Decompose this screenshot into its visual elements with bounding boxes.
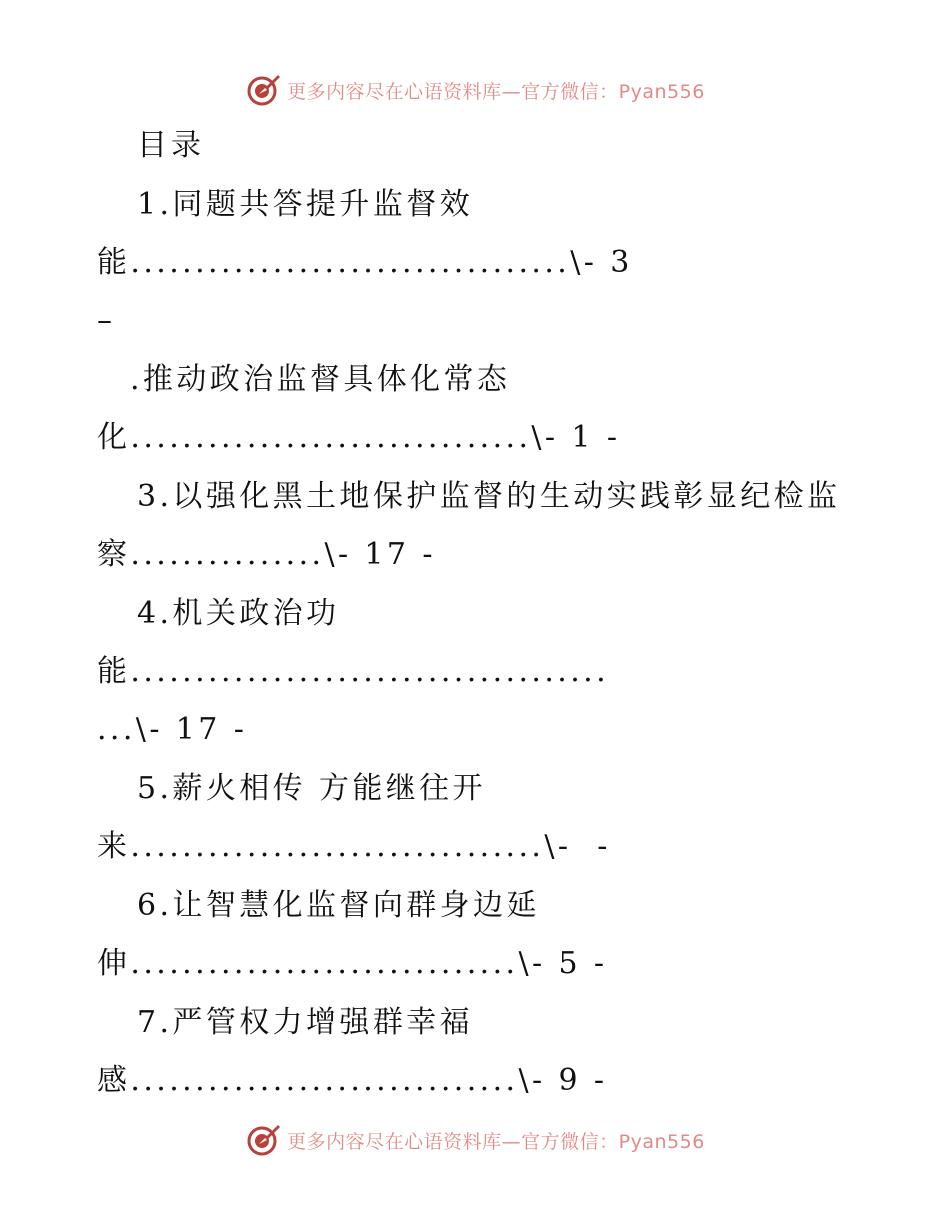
toc-heading-4[interactable]: 4.机关政治功 xyxy=(137,596,340,631)
toc-entry-continuation-1: – xyxy=(97,303,116,338)
toc-heading-3[interactable]: 3.以强化黑土地保护监督的生动实践彰显纪检监 xyxy=(137,479,841,514)
toc-heading-6[interactable]: 6.让智慧化监督向群身边延 xyxy=(137,888,540,923)
pen-logo-icon xyxy=(245,1122,281,1158)
toc-entry-line-1[interactable]: 能..................................\- 3 xyxy=(97,245,633,280)
toc-heading-1[interactable]: 1.同题共答提升监督效 xyxy=(137,187,474,222)
toc-entry-line-4[interactable]: 能..................................... xyxy=(97,654,610,689)
toc-heading-7[interactable]: 7.严管权力增强群幸福 xyxy=(137,1005,474,1040)
toc-entry-line-7[interactable]: 感..............................\- 9 - xyxy=(97,1063,608,1098)
toc-entry-continuation-4[interactable]: ...\- 17 - xyxy=(97,712,248,747)
toc-entry-line-5[interactable]: 来................................\- - xyxy=(97,829,611,864)
toc-entry-line-6[interactable]: 伸..............................\- 5 - xyxy=(97,946,608,981)
watermark-header xyxy=(0,70,950,110)
toc-title: 目录 xyxy=(137,128,205,163)
toc-entry-line-2[interactable]: 化...............................\- 1 - xyxy=(97,420,621,455)
toc-heading-2[interactable]: .推动政治监督具体化常态 xyxy=(130,362,511,397)
watermark-text: 更多内容尽在心语资料库—官方微信：Pyan556 xyxy=(287,1130,705,1153)
watermark-footer xyxy=(0,1120,950,1160)
pen-logo-icon xyxy=(245,72,281,108)
toc-heading-5[interactable]: 5.薪火相传 方能继往开 xyxy=(137,771,486,806)
toc-entry-line-3[interactable]: 察...............\- 17 - xyxy=(97,537,436,572)
watermark-text: 更多内容尽在心语资料库—官方微信：Pyan556 xyxy=(287,80,705,103)
